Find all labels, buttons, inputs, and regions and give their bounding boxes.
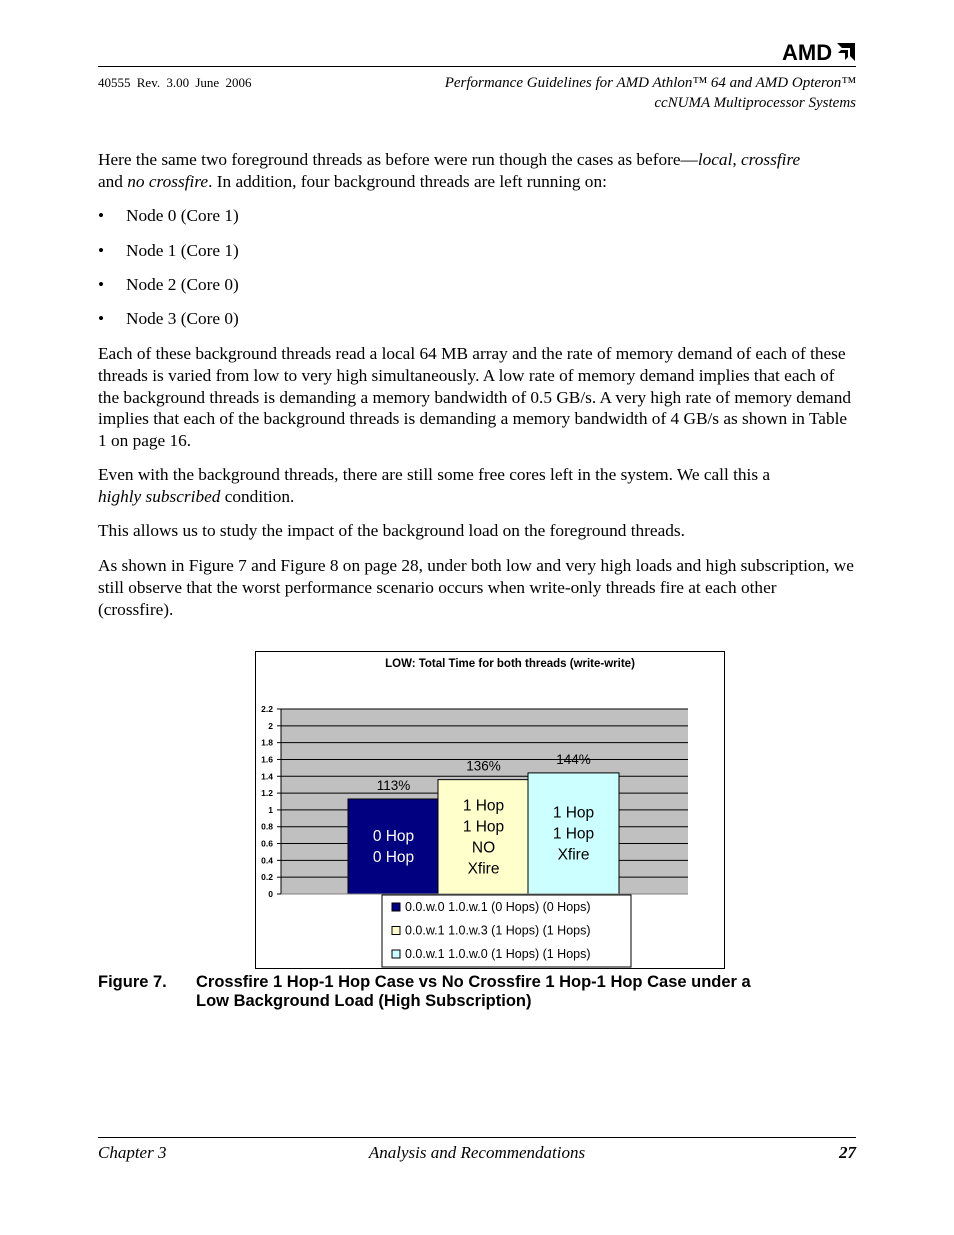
doc-date: June 2006 (195, 75, 252, 90)
figure-caption-line1: Crossfire 1 Hop-1 Hop Case vs No Crossfire 1 Hop-1 Hop Case under a (196, 973, 751, 991)
bar-inner-label: 1 Hop (462, 797, 505, 815)
y-tick-label: 1.4 (261, 771, 273, 782)
bar-inner-label: Xfire (557, 846, 590, 864)
chart-title: LOW: Total Time for both threads (write-write) (385, 658, 635, 670)
y-tick-label: 0.4 (261, 855, 273, 866)
doc-meta (98, 75, 251, 91)
bar-data-label: 144% (556, 751, 591, 767)
legend-label: 0.0.w.1 1.0.w.3 (1 Hops) (1 Hops) (405, 923, 591, 938)
bar-inner-label: 1 Hop (462, 818, 505, 836)
intro-nocrossfire: no crossfire (127, 171, 209, 191)
bar (348, 799, 439, 894)
paragraph-subscribed (98, 464, 856, 508)
doc-id: 40555 (98, 75, 131, 90)
bar-inner-label: 0 Hop (372, 827, 415, 845)
footer-rule (98, 1137, 856, 1138)
intro-local: local (697, 150, 733, 169)
y-tick-label: 0.8 (261, 821, 273, 832)
header-rule (98, 66, 856, 67)
y-tick-label: 1 (268, 804, 273, 815)
bar-inner-label: 0 Hop (372, 848, 415, 866)
amd-arrow-icon (837, 43, 855, 61)
figure-caption (196, 973, 856, 1011)
figure-caption-line2: Low Background Load (High Subscription) (196, 992, 532, 1010)
para3-post: condition. (220, 486, 295, 506)
y-tick-label: 2.2 (261, 704, 273, 714)
bullet-text: Node 2 (Core 0) (126, 275, 239, 294)
y-tick-label: 0.2 (261, 872, 273, 883)
intro-text: Here the same two foreground threads as before were run though the cases as before— (98, 150, 698, 169)
intro-paragraph (98, 149, 856, 193)
y-tick-label: 1.2 (261, 788, 273, 799)
bullet-text: Node 0 (Core 1) (126, 206, 239, 225)
doc-title (336, 73, 856, 113)
legend-label: 0.0.w.0 1.0.w.1 (0 Hops) (0 Hops) (405, 900, 591, 914)
intro-crossfire: crossfire (741, 150, 801, 169)
amd-logo (782, 40, 858, 64)
y-tick-label: 1.8 (261, 737, 273, 748)
legend-swatch (392, 903, 400, 911)
bar-inner-label: 1 Hop (552, 804, 595, 822)
chart-frame (255, 651, 725, 969)
bar-chart (256, 652, 724, 968)
para3-text: Even with the background threads, there are still some free cores left in the system. We call this a (98, 465, 771, 484)
bullet-text: Node 1 (Core 1) (126, 241, 239, 260)
bar-inner-label: NO (471, 839, 496, 857)
doc-title-line2: ccNUMA Multiprocessor Systems (654, 95, 856, 111)
y-tick-label: 0 (268, 889, 273, 899)
y-tick-label: 2 (268, 720, 273, 731)
y-tick-label: 1.6 (261, 754, 273, 765)
bullet-dot: • (98, 309, 105, 328)
legend-swatch (392, 927, 400, 935)
para3-emphasis: highly subscribed (98, 486, 221, 506)
logo-text: AMD (782, 40, 833, 64)
intro-comma: , (732, 150, 742, 169)
figure-label: Figure 7. (98, 973, 167, 991)
bar-data-label: 113% (376, 777, 411, 793)
paragraph-impact: This allows us to study the impact of the background load on the foreground threads. (98, 521, 685, 540)
bullet-text: Node 3 (Core 0) (126, 309, 239, 328)
bar-inner-label: Xfire (467, 860, 500, 878)
y-tick-label: 0.6 (261, 838, 273, 849)
legend-swatch (392, 950, 400, 958)
bullet-dot: • (98, 241, 105, 260)
legend-label: 0.0.w.1 1.0.w.0 (1 Hops) (1 Hops) (405, 947, 591, 961)
bullet-dot: • (98, 206, 105, 225)
doc-title-line1: Performance Guidelines for AMD Athlon™ 64 and AMD Opteron™ (444, 75, 856, 91)
bar-inner-label: 1 Hop (552, 825, 595, 843)
paragraph-results: As shown in Figure 7 and Figure 8 on page 28, under both low and very high loads and high subscription, we still observe that the worst performance scenario occurs when write-only threads fire at each other (crossfire). (98, 556, 854, 619)
footer-chapter: Chapter 3 (98, 1143, 167, 1162)
bar-data-label: 136% (466, 758, 501, 774)
intro-post: . In addition, four background threads are left running on: (208, 171, 607, 191)
intro-and: and (98, 171, 128, 191)
bullet-dot: • (98, 275, 105, 294)
doc-revision: Rev. 3.00 (136, 75, 190, 90)
paragraph-background-threads: Each of these background threads read a local 64 MB array and the rate of memory demand of each of these threads is varied from low to very high simultaneously. A low rate of memory demand implies that each of the background threads is demanding a memory bandwidth of 0.5 GB/s. A very high rate of memory demand implies that each of the background threads is demanding a memory bandwidth of 4 GB/s as shown in Table 1 on page 16. (98, 344, 852, 451)
footer-section: Analysis and Recommendations (368, 1143, 586, 1162)
page-number: 27 (839, 1143, 856, 1162)
